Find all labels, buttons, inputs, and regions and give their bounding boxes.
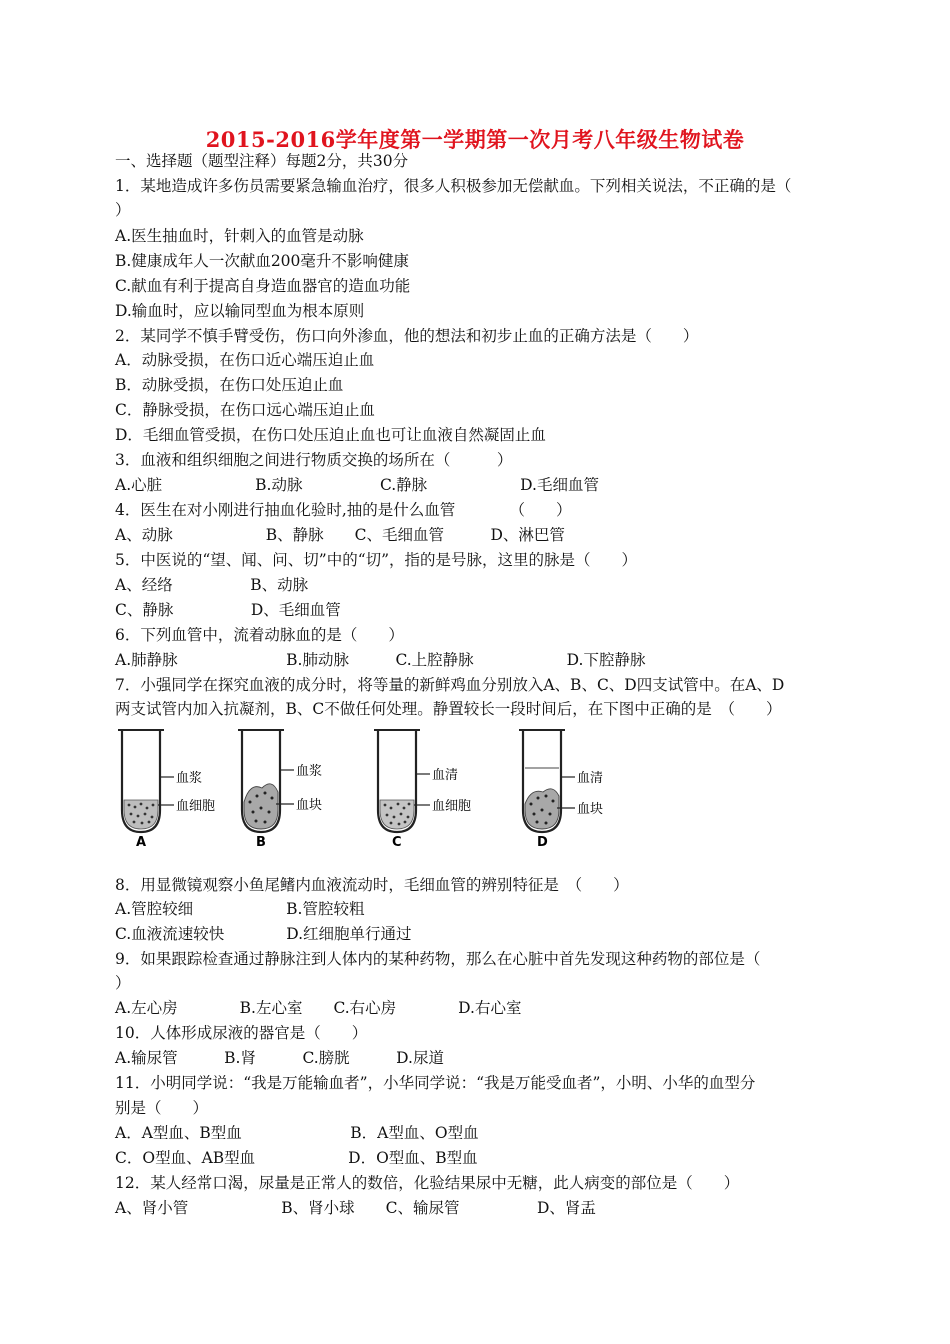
question-line: 9．如果跟踪检查通过静脉注到人体内的某种药物，那么在心脏中首先发现这种药物的部位是（ (115, 950, 761, 968)
tube-a-letter: A (136, 835, 147, 850)
option-line: A.输尿管 B.肾 C.膀胱 D.尿道 (115, 1049, 444, 1067)
question-line: 1．某地造成许多伤员需要紧急输血治疗，很多人积极参加无偿献血。下列相关说法，不正确的是（ (115, 177, 792, 195)
option-line: A．动脉受损，在伤口近心端压迫止血 (115, 351, 375, 369)
question-line: 6．下列血管中，流着动脉血的是（ ） (115, 626, 404, 644)
tube-a-upper-label: 血浆 (176, 771, 203, 786)
section-heading: 一、选择题（题型注释）每题2分，共30分 (115, 152, 409, 170)
tube-d-letter: D (537, 835, 548, 850)
tube-d (519, 730, 603, 850)
tube-c-lower-label: 血细胞 (432, 799, 472, 814)
option-line: C．静脉受损，在伤口远心端压迫止血 (115, 401, 375, 419)
tube-c-letter: C (392, 835, 402, 850)
question-line: 5．中医说的“望、闻、问、切”中的“切”，指的是号脉，这里的脉是（ ） (115, 551, 638, 569)
option-line: A、动脉 B、静脉 C、毛细血管 D、淋巴管 (115, 526, 565, 544)
test-tube-figure (110, 722, 620, 850)
question-line: 3．血液和组织细胞之间进行物质交换的场所在（ ） (115, 451, 513, 469)
option-line: C、静脉 D、毛细血管 (115, 601, 341, 619)
tube-b (238, 730, 322, 850)
tube-c-upper-label: 血清 (432, 768, 459, 783)
option-line: A.心脏 B.动脉 C.静脉 D.毛细血管 (115, 476, 599, 494)
option-line: B.健康成年人一次献血200毫升不影响健康 (115, 252, 409, 270)
question-line: 7．小强同学在探究血液的成分时，将等量的新鲜鸡血分别放入A、B、C、D四支试管中。在A、D (115, 676, 785, 694)
option-line: C.献血有利于提高自身造血器官的造血功能 (115, 277, 411, 295)
option-line: A.肺静脉 B.肺动脉 C.上腔静脉 D.下腔静脉 (115, 651, 646, 669)
option-line: A、经络 B、动脉 (115, 576, 309, 594)
option-line: D．毛细血管受损，在伤口处压迫止血也可让血液自然凝固止血 (115, 426, 546, 444)
tube-b-lower-label: 血块 (296, 798, 323, 813)
tube-b-upper-label: 血浆 (296, 764, 323, 779)
option-line: C.血液流速较快 D.红细胞单行通过 (115, 925, 412, 943)
tube-a (118, 730, 215, 850)
option-line: A.管腔较细 B.管腔较粗 (115, 900, 365, 918)
question-line: 8．用显微镜观察小鱼尾鳍内血液流动时，毛细血管的辨别特征是 （ ） (115, 876, 629, 894)
tube-c (374, 730, 471, 850)
question-line: 10．人体形成尿液的器官是（ ） (115, 1024, 368, 1042)
tube-d-upper-label: 血清 (577, 771, 604, 786)
option-line: A.左心房 B.左心室 C.右心房 D.右心室 (115, 999, 522, 1017)
option-line: A.医生抽血时，针刺入的血管是动脉 (115, 227, 364, 245)
tube-a-lower-label: 血细胞 (176, 799, 216, 814)
question-line: 2．某同学不慎手臂受伤，伤口向外渗血，他的想法和初步止血的正确方法是（ ） (115, 327, 699, 345)
option-line: A、肾小管 B、肾小球 C、输尿管 D、肾盂 (115, 1199, 596, 1217)
question-line: ） (115, 974, 131, 992)
test-tube-diagram (110, 722, 620, 850)
tube-b-letter: B (256, 835, 266, 850)
question-line: 12．某人经常口渴，尿量是正常人的数倍，化验结果尿中无糖，此人病变的部位是（ ） (115, 1174, 740, 1192)
option-line: B．动脉受损，在伤口处压迫止血 (115, 376, 344, 394)
tube-d-lower-label: 血块 (577, 802, 604, 817)
option-line: C．O型血、AB型血 D．O型血、B型血 (115, 1149, 478, 1167)
option-line: A．A型血、B型血 B．A型血、O型血 (115, 1124, 479, 1142)
question-line: 别是（ ） (115, 1099, 209, 1117)
question-line: ） (115, 201, 131, 219)
question-line: 4．医生在对小刚进行抽血化验时,抽的是什么血管 （ ） (115, 501, 572, 519)
question-line: 11．小明同学说：“我是万能输血者”，小华同学说：“我是万能受血者”，小明、小华的血型分 (115, 1074, 756, 1092)
question-line: 两支试管内加入抗凝剂，B、C不做任何处理。静置较长一段时间后，在下图中正确的是 （ ） (115, 700, 782, 718)
exam-title: 2015-2016学年度第一学期第一次月考八年级生物试卷 (205, 127, 745, 152)
option-line: D.输血时，应以输同型血为根本原则 (115, 302, 365, 320)
